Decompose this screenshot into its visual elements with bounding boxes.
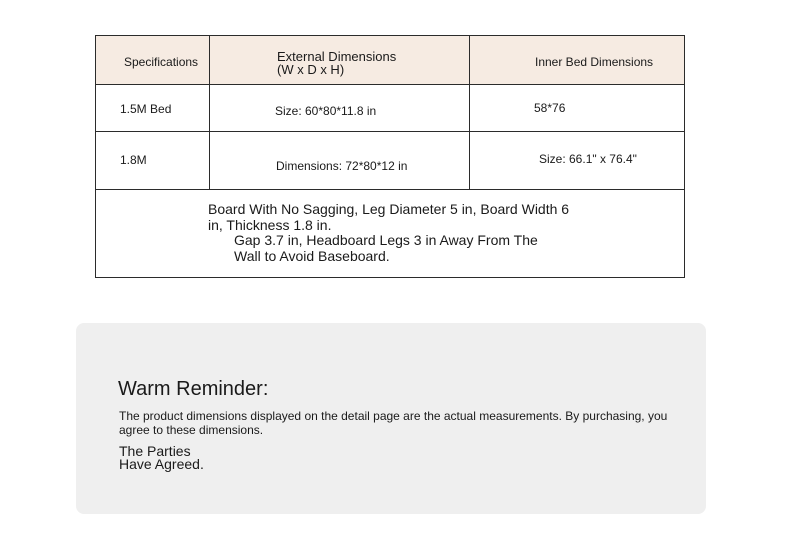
row-inner: Size: 66.1" x 76.4": [539, 152, 637, 166]
note-line: Board With No Sagging, Leg Diameter 5 in, Board Width 6: [208, 201, 570, 217]
row-spec: 1.8M: [120, 153, 147, 167]
header-specifications: Specifications: [124, 55, 199, 69]
column-divider: [209, 36, 210, 190]
table-row: [96, 85, 684, 132]
reminder-parties: [119, 445, 204, 471]
parties-line: The Parties: [119, 443, 191, 459]
note-line: in, Thickness 1.8 in.: [208, 217, 332, 233]
table-row: [96, 132, 684, 190]
row-inner: 58*76: [534, 101, 566, 115]
dimensions-table: [95, 35, 685, 278]
table-note-cell: [96, 190, 684, 278]
header-inner-dimensions: Inner Bed Dimensions: [535, 55, 654, 69]
column-divider: [469, 36, 470, 190]
row-spec: 1.5M Bed: [120, 102, 172, 116]
row-external: Dimensions: 72*80*12 in: [276, 159, 408, 173]
reminder-body: The product dimensions displayed on the detail page are the actual measurements. By purchasing, you agree to these dimensions.: [119, 409, 668, 437]
parties-line: Have Agreed.: [119, 456, 204, 472]
note-line: Gap 3.7 in, Headboard Legs 3 in Away From The: [234, 232, 538, 248]
row-external: Size: 60*80*11.8 in: [275, 104, 377, 118]
reminder-title: Warm Reminder:: [118, 378, 269, 400]
note-line: Wall to Avoid Baseboard.: [234, 248, 390, 264]
header-external-units: (W x D x H): [277, 62, 345, 77]
header-external-dimensions: External Dimensions: [277, 49, 397, 64]
warm-reminder-panel: [76, 323, 706, 514]
table-header-row: [96, 36, 684, 85]
